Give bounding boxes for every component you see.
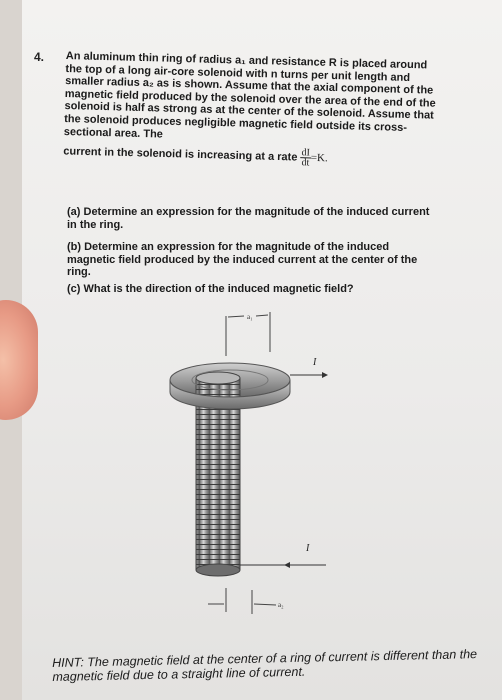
question-number: 4. (34, 50, 45, 64)
rate-prefix: current in the solenoid is increasing at a rate (63, 145, 298, 164)
a2-label: a₂ (278, 601, 284, 609)
part-a: (a) Determine an expression for the magnitude of the induced current in the ring. (67, 206, 430, 231)
solenoid-top (196, 372, 240, 384)
a1-arrow-right (256, 315, 268, 316)
top-current-label: I (313, 357, 317, 368)
rate-denominator: dt (301, 157, 310, 169)
rate-numerator: dI (301, 147, 311, 159)
question-body: An aluminum thin ring of radius a₁ and resistance R is placed around the top of a long air-core solenoid with n turns per unit length and smaller radius a₂ as is shown. Assume that the axial component of the magnetic field produced by the solenoid over the area of the end of the solenoid is half as strong as at the center of the solenoid. Assume that the solenoid produces negligible magnetic field outside its cross-sectional area. The (63, 50, 436, 141)
top-current-arrow (322, 372, 328, 378)
part-c: (c) What is the direction of the induced magnetic field? (67, 283, 354, 295)
part-b: (b) Determine an expression for the magnitude of the induced magnetic field produced by the induced current at the center of the ring. (67, 241, 418, 278)
solenoid-bottom (196, 564, 240, 576)
bottom-current-label: I (306, 543, 310, 554)
rate-suffix: =K. (310, 152, 328, 165)
a2-arrow-right (254, 604, 276, 605)
bottom-current-arrow (284, 562, 290, 568)
a1-label: a₁ (247, 313, 253, 321)
hint-text: HINT: The magnetic field at the center of a ring of current is different than the magnetic field due to a straight line of current. (52, 647, 478, 684)
a1-arrow-left (228, 316, 244, 317)
